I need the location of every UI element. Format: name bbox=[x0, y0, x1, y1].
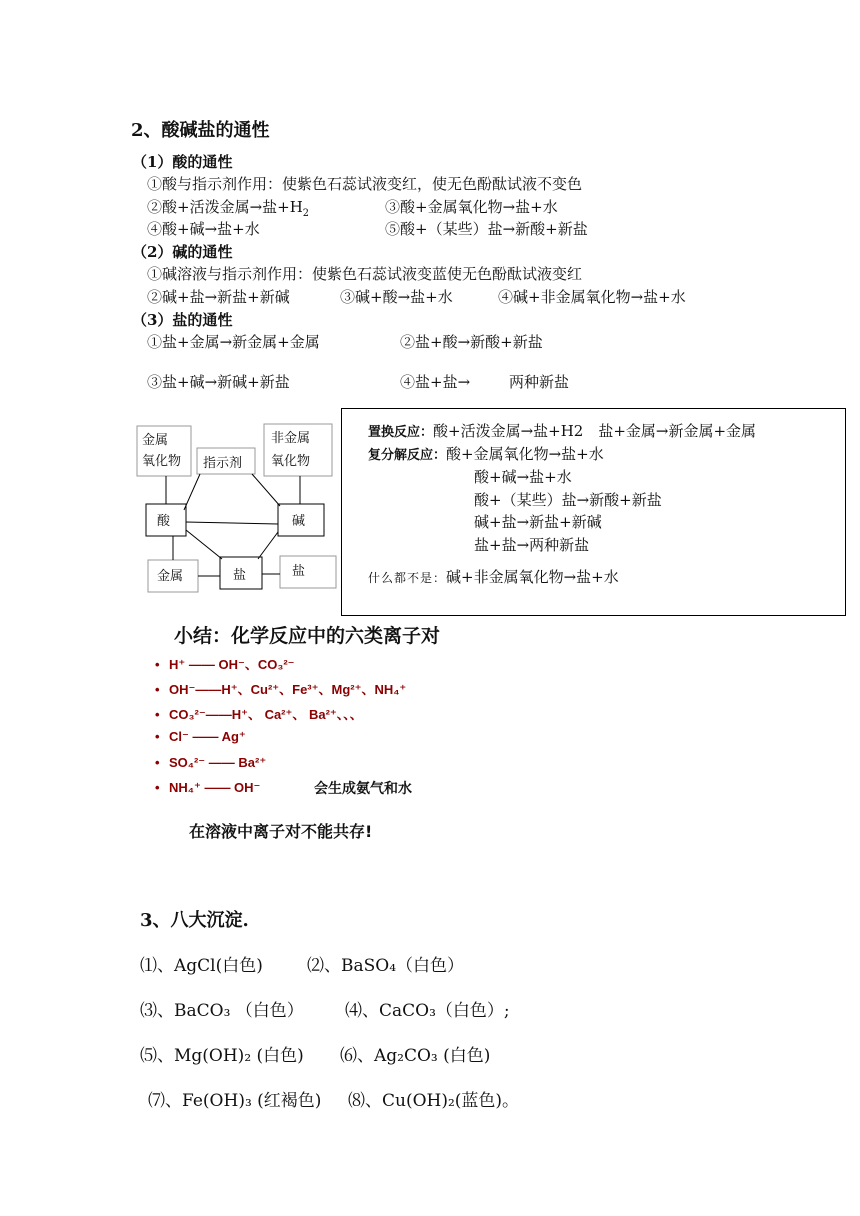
acid-heading: （1）酸的通性 bbox=[132, 153, 233, 171]
acid-line-3b: ⑤酸+（某些）盐→新酸+新盐 bbox=[385, 220, 588, 238]
replace-reaction-text: 酸+活泼金属→盐+H2 盐+金属→新金属+金属 bbox=[433, 422, 757, 440]
relationship-diagram bbox=[130, 420, 342, 598]
precipitate-4: ⑷、CaCO₃（白色）; bbox=[345, 1001, 510, 1021]
double-reaction-5: 盐+盐→两种新盐 bbox=[474, 536, 590, 554]
acid-label: 酸 bbox=[157, 514, 171, 529]
double-reaction-4: 碱+盐→新盐+新碱 bbox=[474, 513, 602, 531]
salt-line-1a: ①盐+金属→新金属+金属 bbox=[147, 333, 320, 351]
metal-oxide-label-1: 金属 bbox=[142, 433, 169, 448]
precipitate-2: ⑵、BaSO₄（白色） bbox=[307, 956, 465, 976]
ion-pair-3: • CO₃²⁻——H⁺、 Ca²⁺、 Ba²⁺、、、 bbox=[155, 707, 363, 722]
coexist-note: 在溶液中离子对不能共存! bbox=[189, 822, 373, 841]
none-reaction-text: 碱+非金属氧化物→盐+水 bbox=[446, 568, 619, 586]
salt-label-right: 盐 bbox=[292, 564, 306, 579]
double-reaction-3: 酸+（某些）盐→新酸+新盐 bbox=[474, 491, 662, 509]
precipitate-3: ⑶、BaCO₃ （白色） bbox=[140, 1001, 304, 1021]
none-reaction-label: 什么都不是： bbox=[368, 571, 447, 585]
acid-line-3a: ④酸+碱→盐+水 bbox=[147, 220, 260, 238]
nonmetal-oxide-label-2: 氧化物 bbox=[271, 454, 311, 469]
double-reaction-1: 酸+金属氧化物→盐+水 bbox=[446, 445, 604, 463]
double-reaction-line bbox=[368, 443, 604, 464]
nonmetal-oxide-label-1: 非金属 bbox=[271, 431, 311, 446]
ion-pair-5: • SO₄²⁻ —— Ba²⁺ bbox=[155, 755, 267, 770]
salt-heading: （3）盐的通性 bbox=[132, 311, 233, 329]
ion-pair-2: • OH⁻——H⁺、Cu²⁺、Fe³⁺、Mg²⁺、NH₄⁺ bbox=[155, 682, 407, 697]
precipitate-8: ⑻、Cu(OH)₂(蓝色)。 bbox=[348, 1091, 520, 1111]
ion-pair-6: • NH₄⁺ —— OH⁻ bbox=[155, 780, 261, 795]
ammonia-note: 会生成氨气和水 bbox=[314, 781, 412, 797]
salt-label-center: 盐 bbox=[233, 568, 247, 583]
section-3-title: 3、八大沉淀. bbox=[140, 910, 249, 931]
none-reaction-line bbox=[368, 566, 619, 587]
salt-line-2c: 两种新盐 bbox=[509, 373, 570, 391]
precipitate-7: ⑺、Fe(OH)₃ (红褐色) bbox=[148, 1091, 322, 1111]
precipitate-5: ⑸、Mg(OH)₂ (白色) bbox=[140, 1046, 304, 1066]
replace-reaction-label: 置换反应： bbox=[368, 425, 434, 440]
salt-line-2a: ③盐+碱→新碱+新盐 bbox=[147, 373, 290, 391]
replace-reaction-line bbox=[368, 420, 756, 441]
reaction-type-box bbox=[341, 408, 846, 616]
base-label: 碱 bbox=[292, 514, 306, 529]
salt-line-1b: ②盐+酸→新酸+新盐 bbox=[400, 333, 543, 351]
base-line-2b: ③碱+酸→盐+水 bbox=[340, 288, 453, 306]
summary-title: 小结：化学反应中的六类离子对 bbox=[174, 625, 441, 647]
ion-pair-4: • Cl⁻ —— Ag⁺ bbox=[155, 729, 246, 744]
base-line-2a: ②碱+盐→新盐+新碱 bbox=[147, 288, 290, 306]
salt-line-2b: ④盐+盐→ bbox=[400, 373, 471, 391]
precipitate-1: ⑴、AgCl(白色) bbox=[140, 956, 263, 976]
metal-oxide-label-2: 氧化物 bbox=[142, 454, 182, 469]
acid-line-1: ①酸与指示剂作用：使紫色石蕊试液变红，使无色酚酞试液不变色 bbox=[147, 175, 583, 193]
indicator-label: 指示剂 bbox=[203, 456, 243, 471]
ion-pair-1: • H⁺ —— OH⁻、CO₃²⁻ bbox=[155, 657, 295, 672]
base-line-2c: ④碱+非金属氧化物→盐+水 bbox=[498, 288, 686, 306]
salt-box-right bbox=[280, 556, 336, 588]
double-reaction-label: 复分解反应： bbox=[368, 448, 447, 463]
acid-line-2b: ③酸+金属氧化物→盐+水 bbox=[385, 198, 558, 216]
double-reaction-2: 酸+碱→盐+水 bbox=[474, 468, 572, 486]
base-line-1: ①碱溶液与指示剂作用：使紫色石蕊试液变蓝使无色酚酞试液变红 bbox=[147, 265, 583, 283]
precipitate-6: ⑹、Ag₂CO₃ (白色) bbox=[340, 1046, 491, 1066]
metal-label: 金属 bbox=[157, 569, 184, 584]
section-2-title: 2、酸碱盐的通性 bbox=[131, 120, 270, 141]
acid-line-2a: ②酸+活泼金属→盐$+H_2$ bbox=[147, 198, 310, 219]
base-heading: （2）碱的通性 bbox=[132, 243, 233, 261]
